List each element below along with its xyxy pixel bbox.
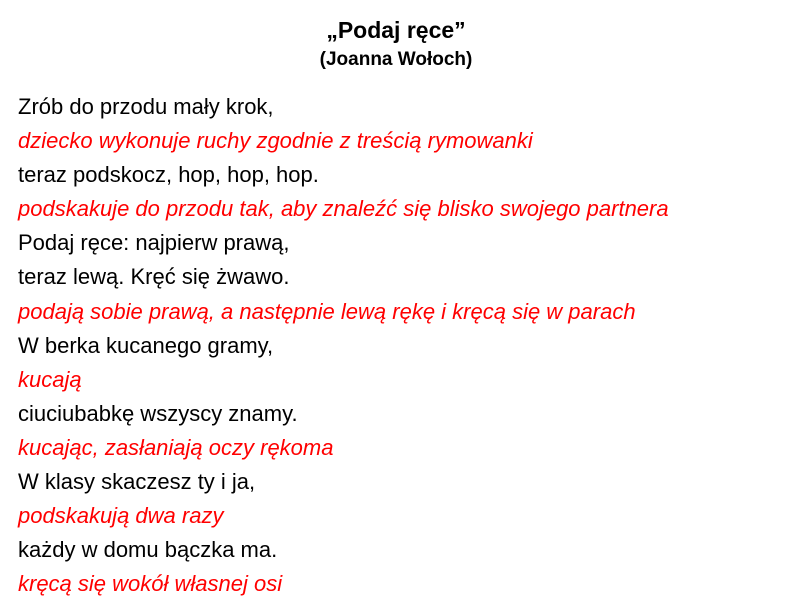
poem-title: „Podaj ręce”	[326, 17, 466, 43]
verse-line: Podaj ręce: najpierw prawą,	[18, 230, 290, 256]
verse-line: teraz lewą. Kręć się żwawo.	[18, 264, 290, 290]
verse-line: W berka kucanego gramy,	[18, 332, 274, 358]
instruction-line: podskakują dwa razy	[18, 503, 224, 529]
verse-line: W klasy skaczesz ty i ja,	[18, 469, 256, 495]
verse-line: Zrób do przodu mały krok,	[18, 94, 274, 119]
instruction-line: kręcą się wokół własnej osi	[18, 571, 283, 597]
verse-line: ciuciubabkę wszyscy znamy.	[18, 400, 298, 426]
verse-line: teraz podskocz, hop, hop, hop.	[18, 162, 319, 188]
instruction-line: podskakuje do przodu tak, aby znaleźć się blisko swojego partnera	[18, 196, 669, 222]
poem-author: (Joanna Wołoch)	[319, 49, 473, 70]
instruction-line: podają sobie prawą, a następnie lewą rękę i kręcą się w parach	[18, 298, 636, 324]
verse-line: każdy w domu bączka ma.	[18, 537, 278, 563]
instruction-line: kucają	[18, 366, 82, 392]
poem-body	[18, 90, 788, 601]
instruction-line: kucając, zasłaniają oczy rękoma	[18, 434, 334, 460]
instruction-line: dziecko wykonuje ruchy zgodnie z treścią rymowanki	[18, 128, 533, 154]
